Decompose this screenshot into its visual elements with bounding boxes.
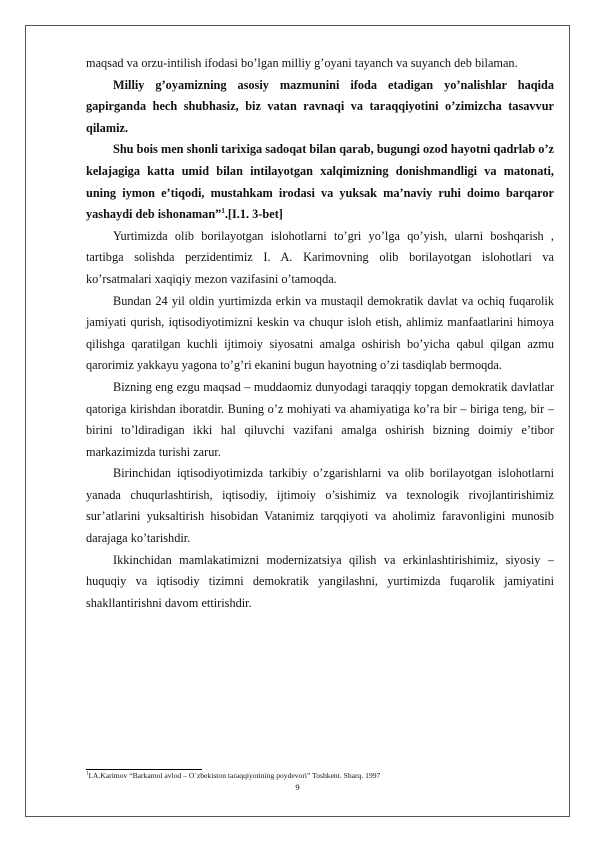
paragraph-4 [86, 226, 554, 291]
footnote-text: I.A.Karimov “Barkamol avlod – O`zbekiston taraqqiyotining poydevori” Toshkent. Sharq. 1997 [88, 771, 381, 780]
paragraph-3 [86, 139, 554, 225]
page-number: 9 [295, 782, 300, 792]
footnote-reference: 1 [221, 207, 225, 216]
paragraph-1 [86, 53, 554, 75]
paragraph-2 [86, 75, 554, 140]
paragraph-8 [86, 550, 554, 615]
paragraph-8-text: Ikkinchidan mamlakatimizni modernizatsiya qilish va erkinlashtirishimiz, siyosiy – huquqiy va iqtisodiy tizimni demokratik yangilashni, yurtimizda fuqarolik jamiyatini shakllantirishni davom ettirishdir. [86, 552, 554, 610]
citation: .[I.1. 3-bet] [224, 207, 283, 222]
footnote [86, 771, 554, 781]
paragraph-3-text: Shu bois men shonli tarixiga sadoqat bilan qarab, bugungi ozod hayotni qadrlab o’z kelajagiga katta umid bilan intilayotgan xalqimizning donishmandligi va matonati, uning iymon e’tiqodi, mustahkam irodasi va yuksak ma’naviy ruhi doimo barqaror yashaydi deb ishonaman” [86, 142, 554, 222]
paragraph-5-text: Bundan 24 yil oldin yurtimizda erkin va mustaqil demokratik davlat va ochiq fuqarolik jamiyati qurish, iqtisodiyotimizni keskin va chuqur isloh etish, ahlimiz manfaatlarini himoya qilishga qaratilgan kuchli ijtimoiy siyosatni amalga oshirish bo’yicha qabul qilgan azmu qarorimiz yakkayu yagona to’g’ri ekanini bugun hayotning o’zi tasdiqlab bermoqda. [86, 293, 554, 373]
footnote-marker: 1 [86, 771, 89, 777]
paragraph-7-text: Birinchidan iqtisodiyotimizda tarkibiy o’zgarishlarni va olib borilayotgan islohotlarni yanada chuqurlashtirish, iqtisodiy, ijtimoiy o’sishimiz va texnologik rivojlantirishimiz sur’atlarini yuksaltirish hisobidan Vatanimiz tarqqiyoti va aholimiz faravonligini munosib darajaga ko’tarishdir. [86, 466, 554, 546]
paragraph-1-text: maqsad va orzu-intilish ifodasi bo’lgan milliy g’oyani tayanch va suyanch deb bilaman. [86, 56, 518, 70]
body-text [86, 53, 554, 614]
paragraph-6 [86, 377, 554, 463]
footnote-separator [86, 769, 202, 770]
paragraph-4-text: Yurtimizda olib borilayotgan islohotlarni to’gri yo’lga qo’yish, ularni boshqarish , tartibga solishda perzidentimiz I. A. Karimovning olib borilayotgan islohotlari va ko’rsatmalari xaqiqiy mezon vazifasini o’tamoqda. [86, 228, 554, 286]
paragraph-2-text: Milliy g’oyamizning asosiy mazmunini ifoda etadigan yo’nalishlar haqida gapirganda hech shubhasiz, biz vatan ravnaqi va taraqqiyotini o’zimizcha tasavvur qilamiz. [86, 77, 554, 135]
paragraph-7 [86, 463, 554, 549]
paragraph-6-text: Bizning eng ezgu maqsad – muddaomiz dunyodagi taraqqiy topgan demokratik davlatlar qatoriga kirishdan iboratdir. Buning o’z mohiyati va ahamiyatiga ko’ra bir – biriga teng, bir – birini to’ldiradigan ikki hal qiluvchi vazifani amalga oshirish bizning doimiy e’tibor markazimizda turishi zarur. [86, 379, 554, 459]
paragraph-5 [86, 291, 554, 377]
